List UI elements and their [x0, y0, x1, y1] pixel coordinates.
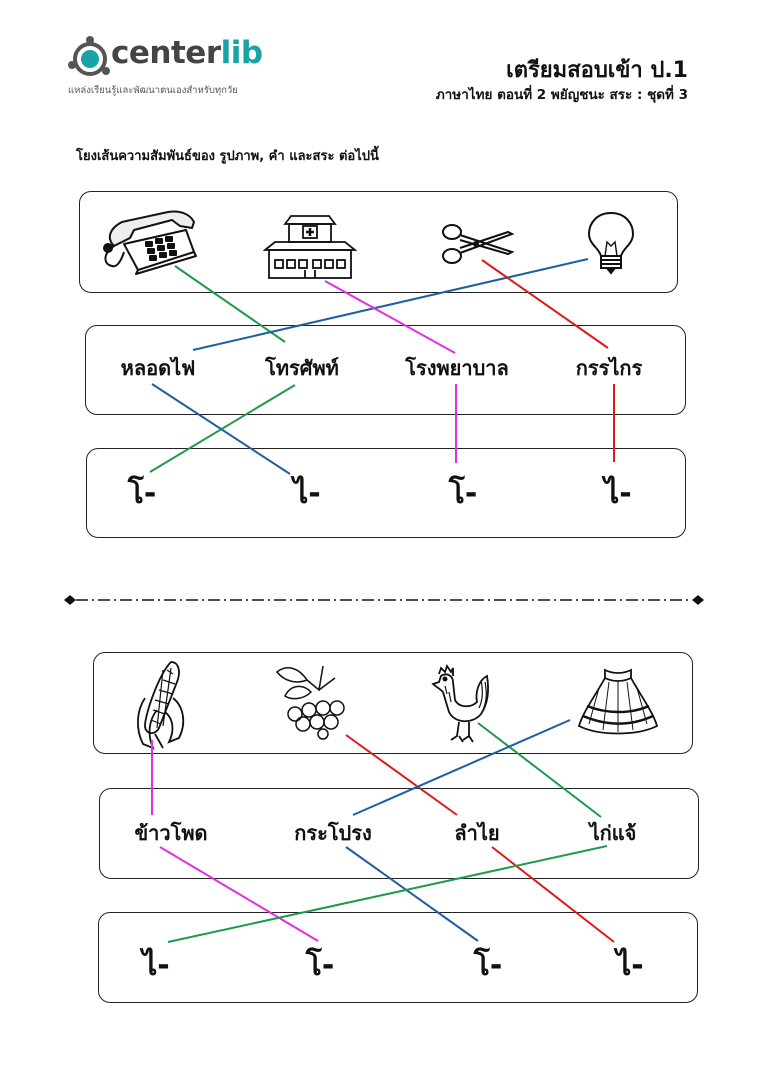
corn-icon: [133, 658, 189, 750]
vowel-2-1: ไ-: [142, 948, 170, 983]
vowel-2-4: ไ-: [616, 948, 644, 983]
instruction-text: โยงเส้นความสัมพันธ์ของ รูปภาพ, คำ และสระ ต่อไปนี้: [76, 149, 379, 164]
hospital-icon: [263, 212, 357, 280]
vowel-2-2: โ-: [305, 948, 335, 983]
logo-wordmark: centerlib: [111, 35, 263, 71]
vowel-1-2: ไ-: [293, 476, 321, 511]
word-skirt: กระโปรง: [294, 821, 372, 845]
page-title: เตรียมสอบเข้า ป.1: [506, 58, 688, 83]
vowel-1-4: ไ-: [604, 476, 632, 511]
word-corn: ข้าวโพด: [134, 821, 208, 845]
word-lamp: หลอดไฟ: [120, 356, 196, 380]
word-telephone: โทรศัพท์: [265, 356, 339, 380]
logo-mark-icon: [66, 35, 114, 83]
page-subtitle: ภาษาไทย ตอนที่ 2 พยัญชนะ สระ : ชุดที่ 3: [435, 87, 688, 103]
vowel-1-3: โ-: [448, 476, 478, 511]
logo: [66, 33, 286, 103]
logo-tagline: แหล่งเรียนรู้และพัฒนาตนเองสำหรับทุกวัย: [68, 85, 238, 96]
vowel-2-3: โ-: [473, 948, 503, 983]
word-scissors: กรรไกร: [575, 356, 643, 380]
telephone-icon: [100, 208, 198, 276]
skirt-icon: [577, 668, 659, 736]
word-bantam-chicken: ไก่แจ้: [589, 821, 637, 845]
rooster-icon: [425, 662, 493, 744]
word-longan: ลำไย: [454, 821, 500, 845]
lightbulb-icon: [585, 210, 637, 276]
vowel-1-1: โ-: [127, 476, 157, 511]
longan-icon: [273, 662, 353, 740]
section-divider: [62, 592, 706, 608]
word-hospital: โรงพยาบาล: [405, 356, 509, 380]
scissors-icon: [440, 220, 515, 268]
